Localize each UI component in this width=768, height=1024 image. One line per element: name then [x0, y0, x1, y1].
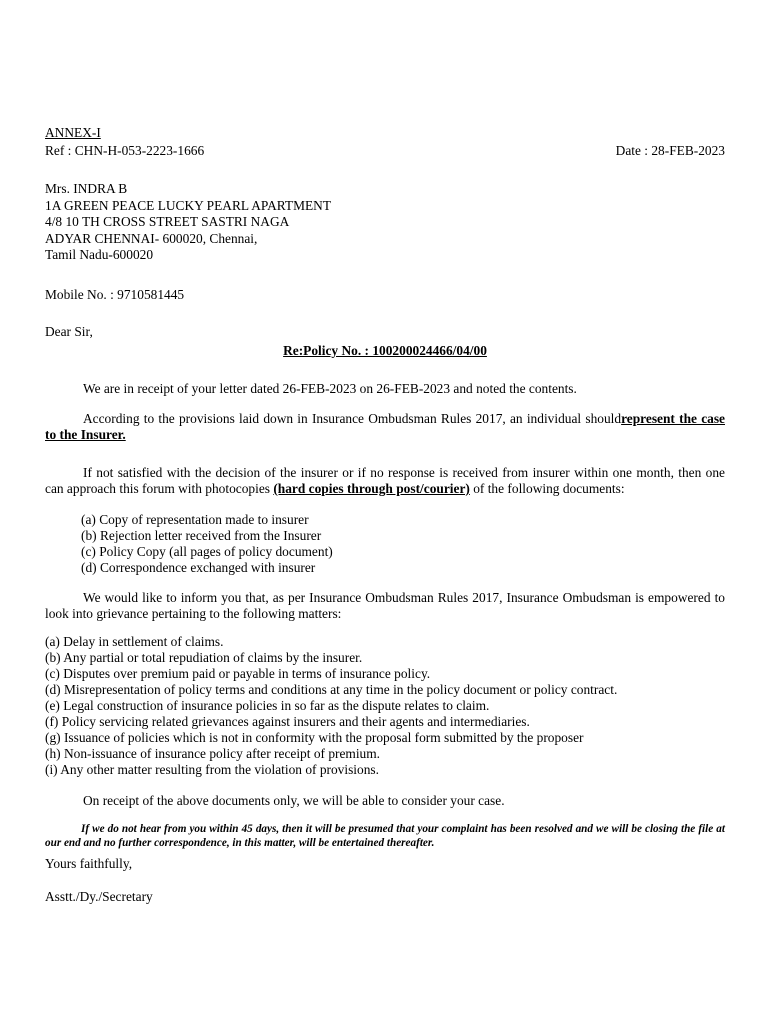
- list-item: (a) Copy of representation made to insurer: [81, 512, 309, 527]
- complimentary-close: Yours faithfully,: [45, 856, 133, 871]
- receipt-paragraph: We are in receipt of your letter dated 26-FEB-2023 on 26-FEB-2023 and noted the contents.: [83, 381, 577, 396]
- forum-text-end: of the following documents:: [469, 481, 625, 496]
- provisions-paragraph: [45, 411, 725, 443]
- provisions-text: According to the provisions laid down in Insurance Ombudsman Rules 2017, an individual should: [83, 411, 622, 426]
- reference-number: Ref : CHN-H-053-2223-1666: [45, 143, 205, 158]
- address-line: 1A GREEN PEACE LUCKY PEARL APARTMENT: [45, 197, 331, 213]
- address-line: 4/8 10 TH CROSS STREET SASTRI NAGA: [45, 214, 290, 229]
- closing-notice: If we do not hear from you within 45 days, then it will be presumed that your complaint has been resolved and we will be closing the file at our end and no further correspondence, in this matter, will be entertained thereafter.: [45, 823, 725, 849]
- annex-label: ANNEX-I: [45, 125, 101, 140]
- forum-text: If not satisfied with the decision of the insurer or if no response is received from insurer within one month, then one can approach this forum with photocopies: [45, 465, 725, 496]
- recipient-mobile: Mobile No. : 9710581445: [45, 287, 185, 302]
- list-item: (f) Policy servicing related grievances against insurers and their agents and intermediaries.: [45, 714, 530, 729]
- list-item: (d) Misrepresentation of policy terms and conditions at any time in the policy document or policy contract.: [45, 682, 618, 697]
- list-item: (i) Any other matter resulting from the violation of provisions.: [45, 762, 379, 777]
- recipient-name: Mrs. INDRA B: [45, 181, 128, 196]
- provisions-emphasis: represent the case to the Insurer.: [45, 411, 725, 442]
- forum-emphasis: (hard copies through post/courier): [273, 481, 470, 496]
- empowered-paragraph: We would like to inform you that, as per Insurance Ombudsman Rules 2017, Insurance Ombudsman is empowered to look into grievance pertaining to the following matters:: [45, 590, 725, 621]
- subject-line: Re:Policy No. : 100200024466/04/00: [283, 343, 487, 358]
- forum-paragraph: [45, 465, 725, 497]
- salutation: Dear Sir,: [45, 324, 93, 339]
- list-item: (e) Legal construction of insurance policies in so far as the dispute relates to claim.: [45, 698, 490, 713]
- letter-date: Date : 28-FEB-2023: [615, 143, 725, 158]
- list-item: (h) Non-issuance of insurance policy after receipt of premium.: [45, 746, 381, 761]
- list-item: (b) Rejection letter received from the Insurer: [81, 528, 322, 543]
- signatory: Asstt./Dy./Secretary: [45, 889, 153, 904]
- list-item: (g) Issuance of policies which is not in conformity with the proposal form submitted by the proposer: [45, 730, 584, 745]
- address-line: ADYAR CHENNAI- 600020, Chennai,: [45, 230, 258, 246]
- list-item: (c) Policy Copy (all pages of policy document): [81, 544, 333, 559]
- list-item: (a) Delay in settlement of claims.: [45, 634, 224, 649]
- matters-list: [45, 634, 725, 778]
- list-item: (c) Disputes over premium paid or payable in terms of insurance policy.: [45, 666, 431, 681]
- consider-paragraph: On receipt of the above documents only, we will be able to consider your case.: [83, 793, 505, 808]
- list-item: (d) Correspondence exchanged with insurer: [81, 560, 316, 575]
- document-list: [81, 512, 721, 576]
- recipient-address: [45, 181, 725, 264]
- reference-line: [45, 143, 725, 159]
- list-item: (b) Any partial or total repudiation of claims by the insurer.: [45, 650, 363, 665]
- address-line: Tamil Nadu-600020: [45, 247, 154, 262]
